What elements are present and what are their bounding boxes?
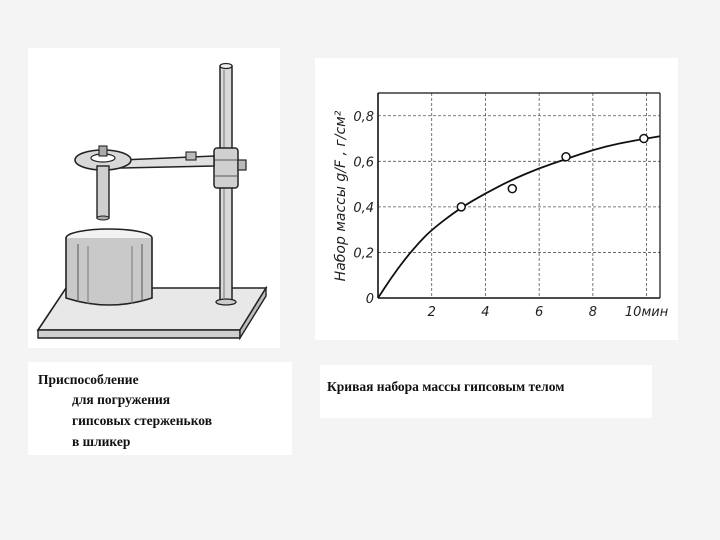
arm-screw	[186, 152, 196, 160]
slip-container	[66, 238, 152, 305]
x-tick-label: 6	[535, 305, 544, 320]
apparatus-caption	[28, 362, 292, 455]
horizontal-arm	[120, 156, 214, 168]
caption-line: Приспособление	[38, 372, 139, 387]
y-tick-label: 0	[365, 292, 374, 307]
x-tick-label: 8	[588, 305, 597, 320]
base-plate-edge	[38, 330, 240, 338]
caption-line: гипсовых стерженьков	[72, 413, 212, 428]
data-point	[457, 203, 465, 211]
y-tick-label: 0,6	[353, 155, 374, 171]
data-point	[508, 185, 516, 193]
rod-foot	[216, 299, 236, 305]
data-point	[640, 135, 648, 143]
mass-gain-chart-panel	[315, 58, 678, 340]
x-tick-label: 4	[481, 305, 490, 320]
caption-line: для погружения	[72, 392, 171, 407]
apparatus-illustration	[28, 48, 280, 348]
x-tick-label: 2	[427, 305, 436, 320]
y-tick-label: 0,8	[353, 109, 374, 125]
fitted-curve	[378, 136, 660, 298]
clamp-screw	[238, 160, 246, 170]
data-point	[562, 153, 570, 161]
x-tick-label: 10мин	[624, 305, 669, 320]
chart-caption	[320, 365, 652, 418]
rod-clamp	[214, 148, 238, 188]
chart-caption-text: Кривая набора массы гипсовым телом	[327, 379, 565, 394]
apparatus-drawing	[28, 48, 280, 348]
caption-line: в шликер	[72, 434, 131, 449]
y-tick-label: 0,4	[353, 200, 374, 216]
y-tick-label: 0,2	[353, 246, 374, 262]
plaster-rod	[97, 166, 109, 218]
y-axis-title: Набор массы g/F , г/см²	[333, 110, 349, 282]
mass-gain-chart	[315, 58, 678, 340]
